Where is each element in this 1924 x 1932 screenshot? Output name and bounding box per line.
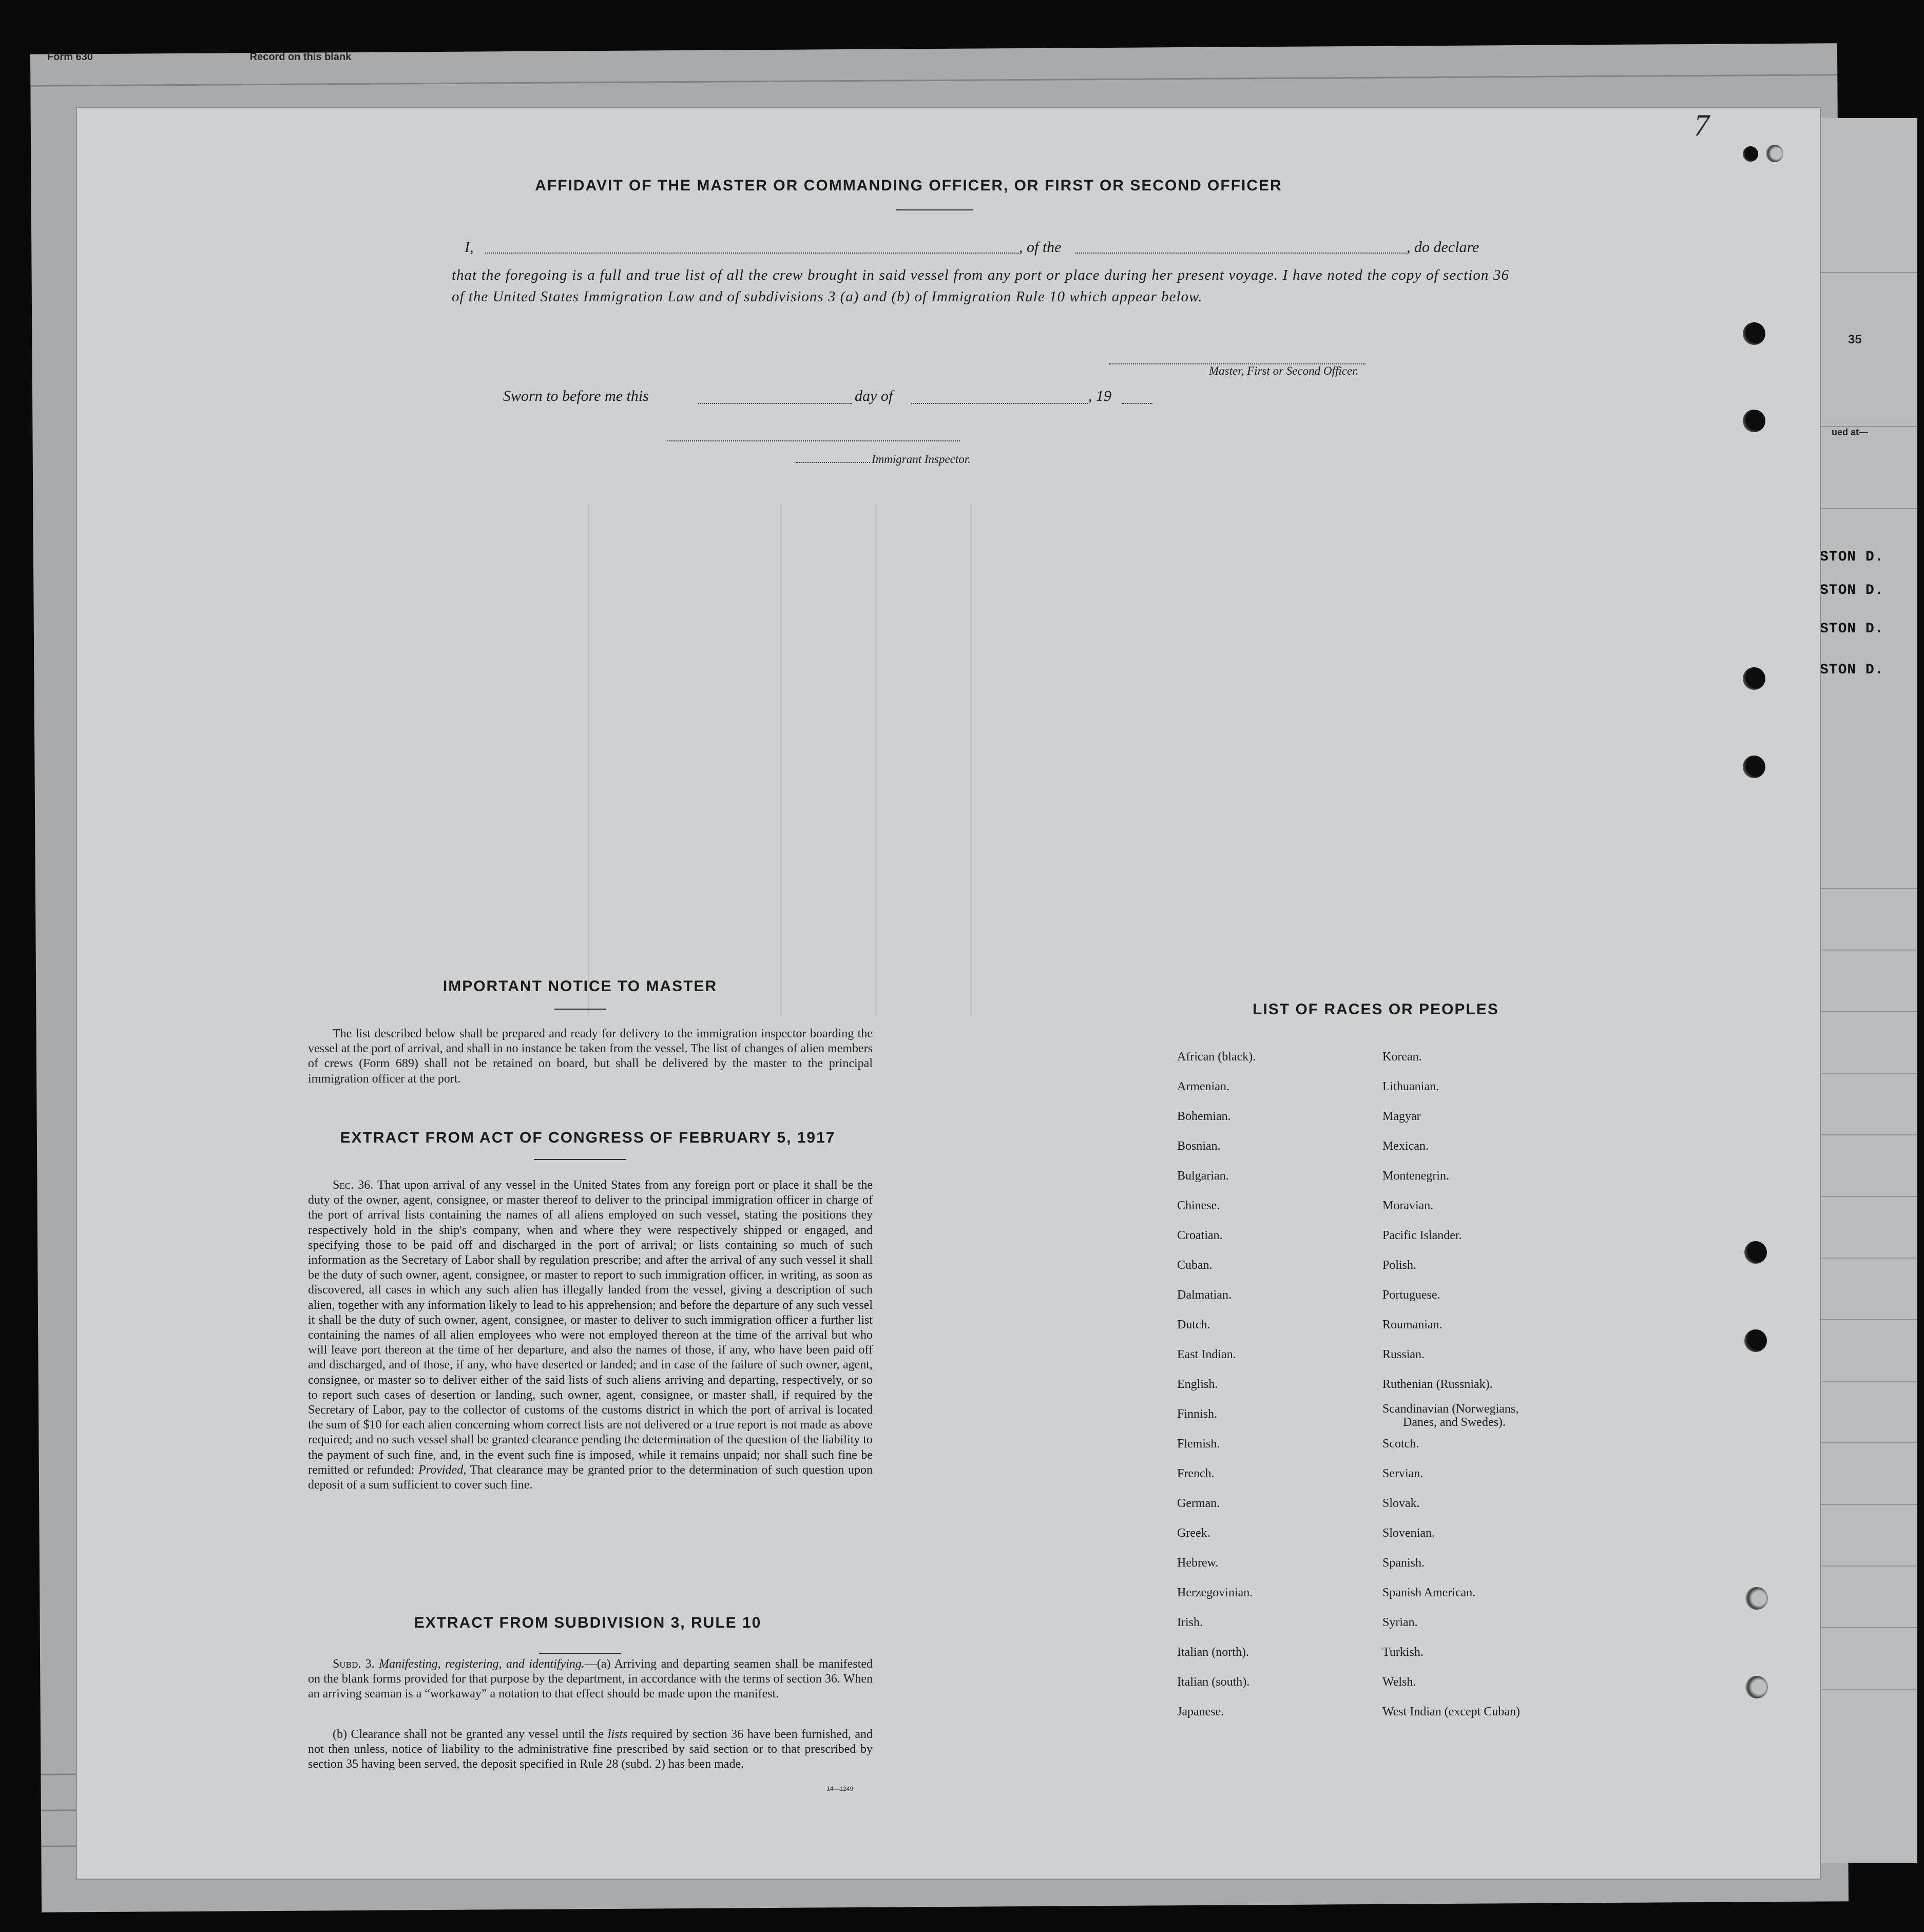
title-rule <box>896 209 973 210</box>
race-right: Portuguese. <box>1382 1288 1440 1302</box>
race-left: Bosnian. <box>1177 1139 1221 1153</box>
notice-title: IMPORTANT NOTICE TO MASTER <box>442 978 718 995</box>
punch-hole <box>1745 1676 1768 1698</box>
punch-hole <box>1766 145 1783 162</box>
race-left: Hebrew. <box>1177 1556 1219 1570</box>
inspector-blank-short[interactable] <box>796 462 870 463</box>
declare-line-end: , do declare <box>1407 239 1479 256</box>
rule-extract-para-a: Subd. 3. Manifesting, registering, and identifying.—(a) Arriving and departing seamen shall be manifested on the blank forms provided for that purpose by the department, in accordance with the terms of section 36. When an arriving seaman is a “workaway” a notation to that effect should be made upon the manifest. <box>308 1657 873 1701</box>
race-right: Polish. <box>1382 1259 1417 1272</box>
race-right: Magyar <box>1382 1110 1421 1123</box>
race-left: Greek. <box>1177 1527 1210 1540</box>
punch-hole <box>1743 410 1765 432</box>
race-right: Scandinavian (Norwegians, <box>1382 1402 1519 1416</box>
right-underlying-sheet <box>1815 118 1917 1863</box>
punch-hole <box>1744 1241 1767 1264</box>
declare-line-mid: , of the <box>1019 239 1062 256</box>
race-right: Roumanian. <box>1382 1318 1442 1331</box>
sworn-text: Sworn to before me this <box>503 388 649 404</box>
act-extract-title: EXTRACT FROM ACT OF CONGRESS OF FEBRUARY 5, 1917 <box>340 1129 836 1146</box>
declare-line-start: I, <box>465 239 474 256</box>
sworn-year-blank[interactable] <box>1122 403 1152 404</box>
margin-stamp: STON D. <box>1820 549 1884 565</box>
race-right: Welsh. <box>1382 1675 1416 1689</box>
form-page <box>77 108 1820 1879</box>
sworn-month-blank[interactable] <box>911 403 1088 404</box>
margin-stamp: STON D. <box>1820 583 1884 598</box>
inspector-caption: Immigrant Inspector. <box>872 453 971 466</box>
race-right: Slovak. <box>1382 1497 1420 1510</box>
race-left: Irish. <box>1177 1616 1203 1629</box>
inspector-signature-blank[interactable] <box>667 440 960 441</box>
race-left: Dutch. <box>1177 1318 1210 1331</box>
sworn-day-blank[interactable] <box>698 403 852 404</box>
underlying-header-text: Record on this blank <box>249 51 352 63</box>
race-right: Turkish. <box>1382 1646 1423 1659</box>
affidavit-body: that the foregoing is a full and true list of all the crew brought in said vessel from any port or place during her present voyage. I have noted the copy of section 36 of the United States Immigration Law and of subdivisions 3 (a) and (b) of Immigration Rule 10 which appear below. <box>452 267 1509 305</box>
race-right: Korean. <box>1382 1050 1422 1064</box>
race-left: Japanese. <box>1177 1705 1224 1718</box>
notice-body: The list described below shall be prepared and ready for delivery to the immigration inspector boarding the vessel at the port of arrival, and shall in no instance be taken from the vessel. The list of changes of alien members of crews (Form 689) shall not be retained on board, but shall be delivered by the master to the principal immigration officer at the port. <box>308 1027 873 1086</box>
race-right: Servian. <box>1382 1467 1423 1480</box>
race-left: Bulgarian. <box>1177 1169 1229 1183</box>
race-left: Chinese. <box>1177 1199 1220 1212</box>
punch-hole <box>1743 667 1765 690</box>
punch-hole <box>1745 1587 1768 1610</box>
race-right: Mexican. <box>1382 1139 1429 1153</box>
margin-number: 35 <box>1848 333 1862 346</box>
race-right: Spanish. <box>1382 1556 1425 1570</box>
race-left: French. <box>1177 1467 1215 1480</box>
affidavit-title: AFFIDAVIT OF THE MASTER OR COMMANDING OFFICER, OR FIRST OR SECOND OFFICER <box>535 177 1282 194</box>
race-right: Spanish American. <box>1382 1586 1476 1599</box>
race-right: West Indian (except Cuban) <box>1382 1705 1520 1718</box>
underlying-header <box>47 51 505 63</box>
corner-number: 7 <box>1694 108 1709 142</box>
race-left: Finnish. <box>1177 1407 1218 1421</box>
sworn-year: , 19 <box>1088 388 1111 404</box>
race-right-continuation: Danes, and Swedes). <box>1403 1416 1506 1429</box>
form-number: 14—1249 <box>826 1785 854 1792</box>
race-left: Dalmatian. <box>1177 1288 1232 1302</box>
race-left: African (black). <box>1177 1050 1256 1064</box>
race-left: Croatian. <box>1177 1229 1223 1242</box>
race-right: Slovenian. <box>1382 1527 1435 1540</box>
race-left: Armenian. <box>1177 1080 1229 1093</box>
race-left: Italian (north). <box>1177 1646 1249 1659</box>
rule-extract-title: EXTRACT FROM SUBDIVISION 3, RULE 10 <box>414 1614 762 1631</box>
race-left: Italian (south). <box>1177 1675 1250 1689</box>
races-title: LIST OF RACES OR PEOPLES <box>1253 1001 1499 1018</box>
punch-hole <box>1743 322 1765 345</box>
race-right: Lithuanian. <box>1382 1080 1439 1093</box>
rule-extract-para-b: (b) Clearance shall not be granted any vessel until the lists required by section 36 have been furnished, and not then unless, notice of liability to the administrative fine prescribed by said section or to that prescribed by section 35 having been served, the deposit specified in Rule 28 (subd. 2) has been made. <box>308 1728 873 1771</box>
race-right: Pacific Islander. <box>1382 1229 1462 1242</box>
race-left: English. <box>1177 1378 1218 1391</box>
sworn-day-of: day of <box>855 388 893 404</box>
name-blank[interactable] <box>485 253 1019 254</box>
section-rule <box>539 1653 621 1654</box>
race-right: Scotch. <box>1382 1437 1419 1451</box>
race-right: Moravian. <box>1382 1199 1434 1212</box>
signature-caption: Master, First or Second Officer. <box>1209 364 1359 377</box>
margin-stamp: STON D. <box>1820 621 1884 637</box>
margin-stamp: STON D. <box>1820 662 1884 678</box>
race-left: Bohemian. <box>1177 1110 1231 1123</box>
punch-hole <box>1743 146 1758 162</box>
race-left: Cuban. <box>1177 1259 1213 1272</box>
act-extract-body: Sec. 36. That upon arrival of any vessel in the United States from any foreign port or place it shall be the duty of the owner, agent, consignee, or master thereof to deliver to the principal immigration officer in charge of the port of arrival lists containing the names of all aliens employed on such vessel, stating the positions they respectively hold in the ship's company, when and where they were respectively shipped or engaged, and specifying those to be paid off and discharged in the port of arrival; or lists containing so much of such information as the Secretary of Labor shall by regulation prescribe; and after the arrival of any such vessel it shall be the duty of such owner, agent, consignee, or master to report to such immigration officer, in writing, as soon as discovered, all cases in which any such alien has illegally landed from the vessel, giving a description of such alien, together with any information likely to lead to his apprehension; and before the departure of any such vessel it shall be the duty of such owner, agent, consignee, or master to deliver to such immigration officer a further list containing the names of all alien employees who were not employed thereon at the time of the arrival but who will leave port thereon at the time of her departure, and also the names of those, if any, who have been paid off and discharged, and of those, if any, who have deserted or landed; and in case of the failure of such owner, agent, consignee, or master so to deliver either of the said lists of such aliens arriving and departing, respectively, or so to report such cases of desertion or landing, such owner, agent, consignee, or master shall, if required by the Secretary of Labor, pay to the collector of customs of the customs district in which the port of arrival is located the sum of $10 for each alien concerning whom correct lists are not delivered or a true report is not made as above required; and no such vessel shall be granted clearance pending the determination of the question of the liability to the payment of such fine, and, in the event such fine is imposed, while it remains unpaid; nor shall such fine be remitted or refunded: Provided, That clearance may be granted prior to the determination of such question upon deposit of a sum sufficient to cover such fine. <box>308 1178 873 1492</box>
race-left: Herzegovinian. <box>1177 1586 1253 1599</box>
race-right: Ruthenian (Russniak). <box>1382 1378 1493 1391</box>
underlying-form-label: Form 630 <box>47 51 93 63</box>
punch-hole <box>1743 756 1765 778</box>
race-right: Syrian. <box>1382 1616 1418 1629</box>
margin-issued-text: ued at— <box>1832 427 1869 437</box>
race-left: German. <box>1177 1497 1220 1510</box>
vessel-blank[interactable] <box>1075 253 1407 254</box>
punch-hole <box>1744 1329 1767 1352</box>
title-rule <box>534 1159 626 1160</box>
race-right: Russian. <box>1382 1348 1425 1361</box>
race-left: Flemish. <box>1177 1437 1220 1451</box>
title-rule <box>554 1009 606 1010</box>
race-left: East Indian. <box>1177 1348 1236 1361</box>
race-right: Montenegrin. <box>1382 1169 1449 1183</box>
